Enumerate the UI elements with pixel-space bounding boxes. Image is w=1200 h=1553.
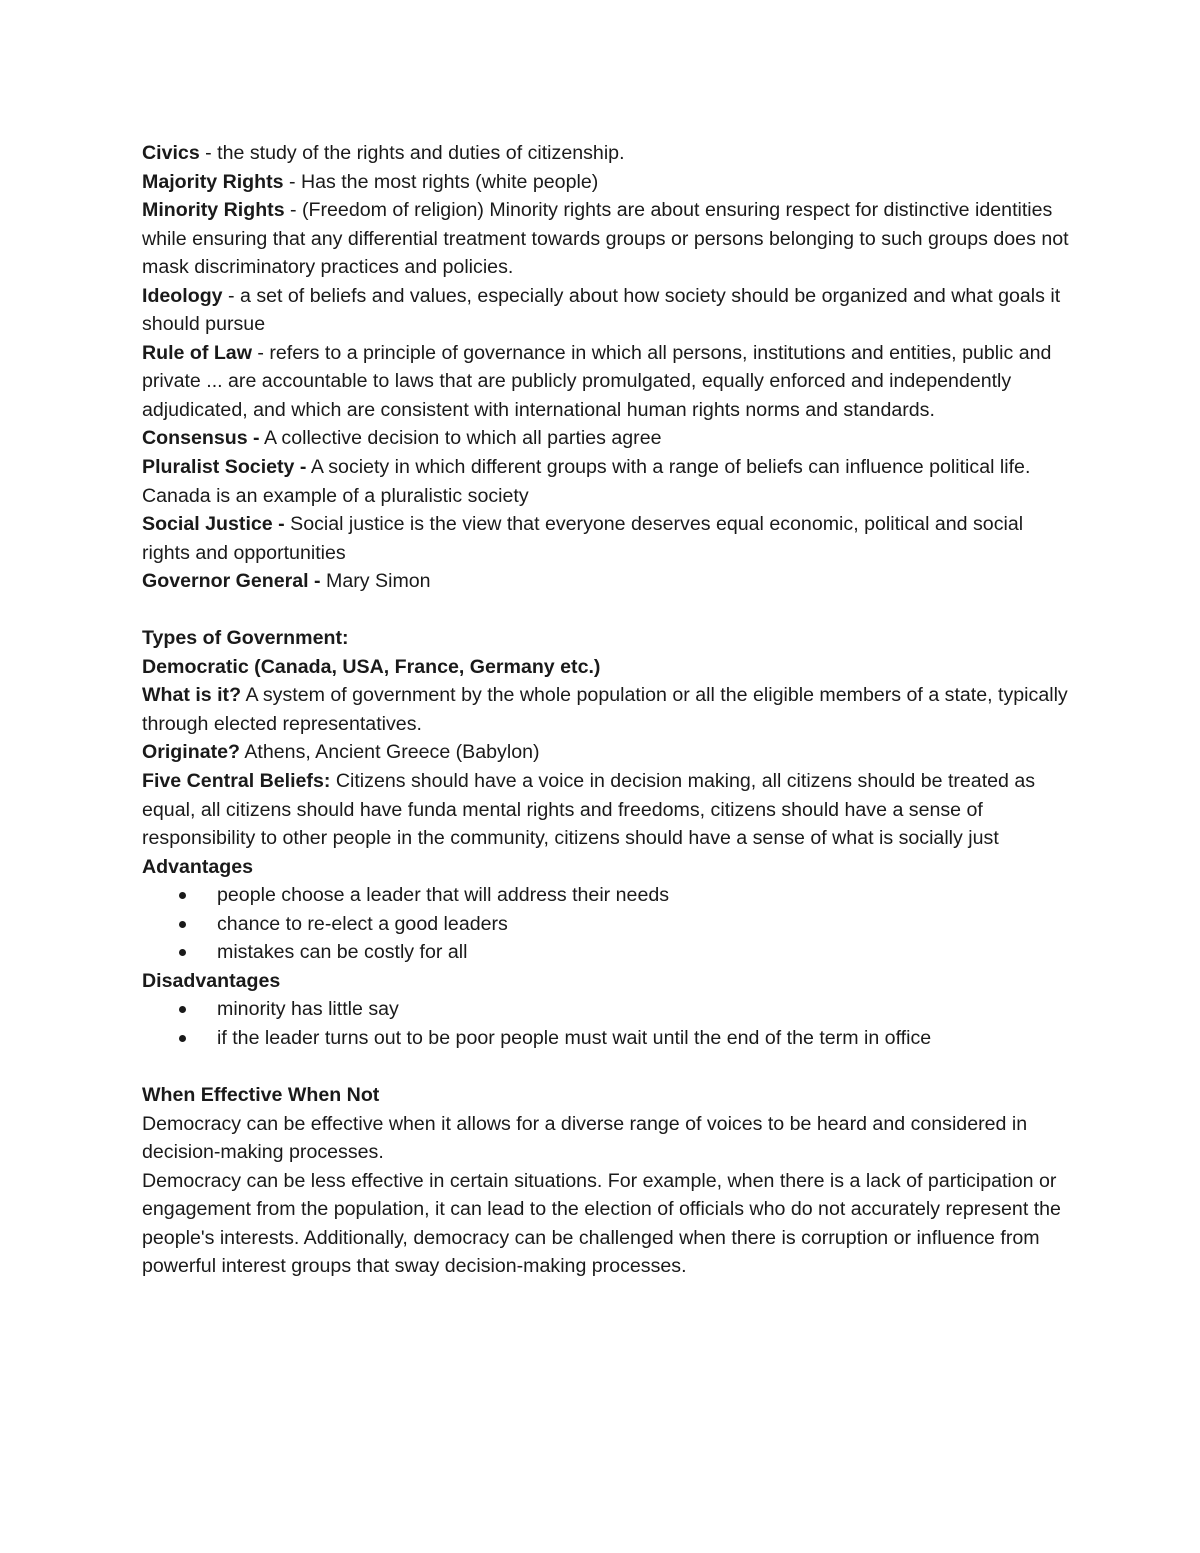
list-item-text: if the leader turns out to be poor people must wait until the end of the term in office <box>217 1026 932 1049</box>
qa-label: Five Central Beliefs: <box>142 770 331 793</box>
qa-five-central-beliefs <box>142 767 1072 853</box>
list-item-text: chance to re-elect a good leaders <box>217 912 508 935</box>
qa-text: Athens, Ancient Greece (Babylon) <box>244 741 540 764</box>
definition-text: (Freedom of religion) Minority rights are about ensuring respect for distinctive identities while ensuring that any differential treatment towards groups or persons belonging to such groups does not mask discriminatory practices and policies. <box>142 199 1069 279</box>
qa-label: What is it? <box>142 684 242 707</box>
definition-separator: - <box>222 284 240 307</box>
list-item <box>142 995 1072 1024</box>
qa-what-is-it <box>142 681 1072 738</box>
definition-term: Civics <box>142 142 200 164</box>
definition-majority-rights <box>142 168 1072 197</box>
definition-governor-general <box>142 567 1072 596</box>
qa-originate <box>142 738 1072 767</box>
definition-text: A collective decision to which all parties agree <box>263 427 662 450</box>
list-item <box>142 1024 1072 1053</box>
definition-text: A society in which different groups with a range of beliefs can influence political life. Canada is an example of a pluralistic society <box>142 456 1031 507</box>
advantages-heading: Advantages <box>142 855 254 878</box>
definition-term: Pluralist Society - <box>142 456 307 479</box>
definition-rule-of-law <box>142 339 1072 425</box>
definition-social-justice <box>142 510 1072 567</box>
document-page <box>142 139 1072 1281</box>
blank-line <box>142 596 1072 625</box>
bullet-icon <box>179 949 186 956</box>
blank-line <box>142 1053 1072 1082</box>
definition-separator: - <box>284 199 303 222</box>
democratic-heading: Democratic (Canada, USA, France, Germany etc.) <box>142 655 601 678</box>
effective-paragraph: Democracy can be effective when it allows for a diverse range of voices to be heard and considered in decision-making processes. <box>142 1112 1028 1164</box>
definition-separator: - <box>251 341 270 364</box>
list-item-text: minority has little say <box>217 998 399 1021</box>
definition-separator: - <box>199 142 218 164</box>
definition-text: a set of beliefs and values, especially about how society should be organized and what goals it should pursue <box>142 284 1061 336</box>
advantages-list <box>142 881 1072 967</box>
disadvantages-list <box>142 995 1072 1052</box>
definition-term: Rule of Law <box>142 341 252 364</box>
list-item <box>142 938 1072 967</box>
definition-ideology <box>142 282 1072 339</box>
disadvantages-heading: Disadvantages <box>142 969 281 992</box>
list-item-text: mistakes can be costly for all <box>217 941 468 964</box>
list-item <box>142 910 1072 939</box>
definition-pluralist-society <box>142 453 1072 510</box>
types-of-government-heading: Types of Government: <box>142 627 349 650</box>
definition-term: Minority Rights <box>142 199 285 222</box>
bullet-icon <box>179 1006 186 1013</box>
qa-text: Citizens should have a voice in decision making, all citizens should be treated as equal, all citizens should have funda mental rights and freedoms, citizens should have a sense of responsibility to other people in the community, citizens should have a sense of what is socially just <box>142 770 1036 850</box>
definition-term: Governor General - <box>142 570 321 593</box>
bullet-icon <box>179 921 186 928</box>
effective-paragraph: Democracy can be less effective in certain situations. For example, when there is a lack of participation or engagement from the population, it can lead to the election of officials who do not accurately represent the people's interests. Additionally, democracy can be challenged when there is corruption or influence from powerful interest groups that sway decision-making processes. <box>142 1169 1061 1278</box>
definition-minority-rights <box>142 196 1072 282</box>
bullet-icon <box>179 1035 186 1042</box>
qa-text: A system of government by the whole population or all the eligible members of a state, typically through elected representatives. <box>142 684 1068 735</box>
definition-text: the study of the rights and duties of citizenship. <box>217 142 625 164</box>
list-item-text: people choose a leader that will address their needs <box>217 884 670 907</box>
definition-term: Ideology <box>142 284 223 307</box>
effective-heading: When Effective When Not <box>142 1084 380 1107</box>
definition-term: Consensus - <box>142 427 260 450</box>
definition-text: refers to a principle of governance in which all persons, institutions and entities, public and private ... are accountable to laws that are publicly promulgated, equally enforced and independently adjudicated, and which are consistent with international human rights norms and standards. <box>142 341 1052 421</box>
list-item <box>142 881 1072 910</box>
definition-consensus <box>142 424 1072 453</box>
definition-civics <box>142 139 1072 168</box>
definition-text: Social justice is the view that everyone deserves equal economic, political and social rights and opportunities <box>142 513 1024 564</box>
definition-term: Social Justice - <box>142 513 285 536</box>
definition-text: Mary Simon <box>326 570 431 593</box>
definition-term: Majority Rights <box>142 170 284 193</box>
qa-label: Originate? <box>142 741 240 764</box>
definition-separator: - <box>283 170 301 193</box>
bullet-icon <box>179 892 186 899</box>
definition-text: Has the most rights (white people) <box>300 170 599 193</box>
